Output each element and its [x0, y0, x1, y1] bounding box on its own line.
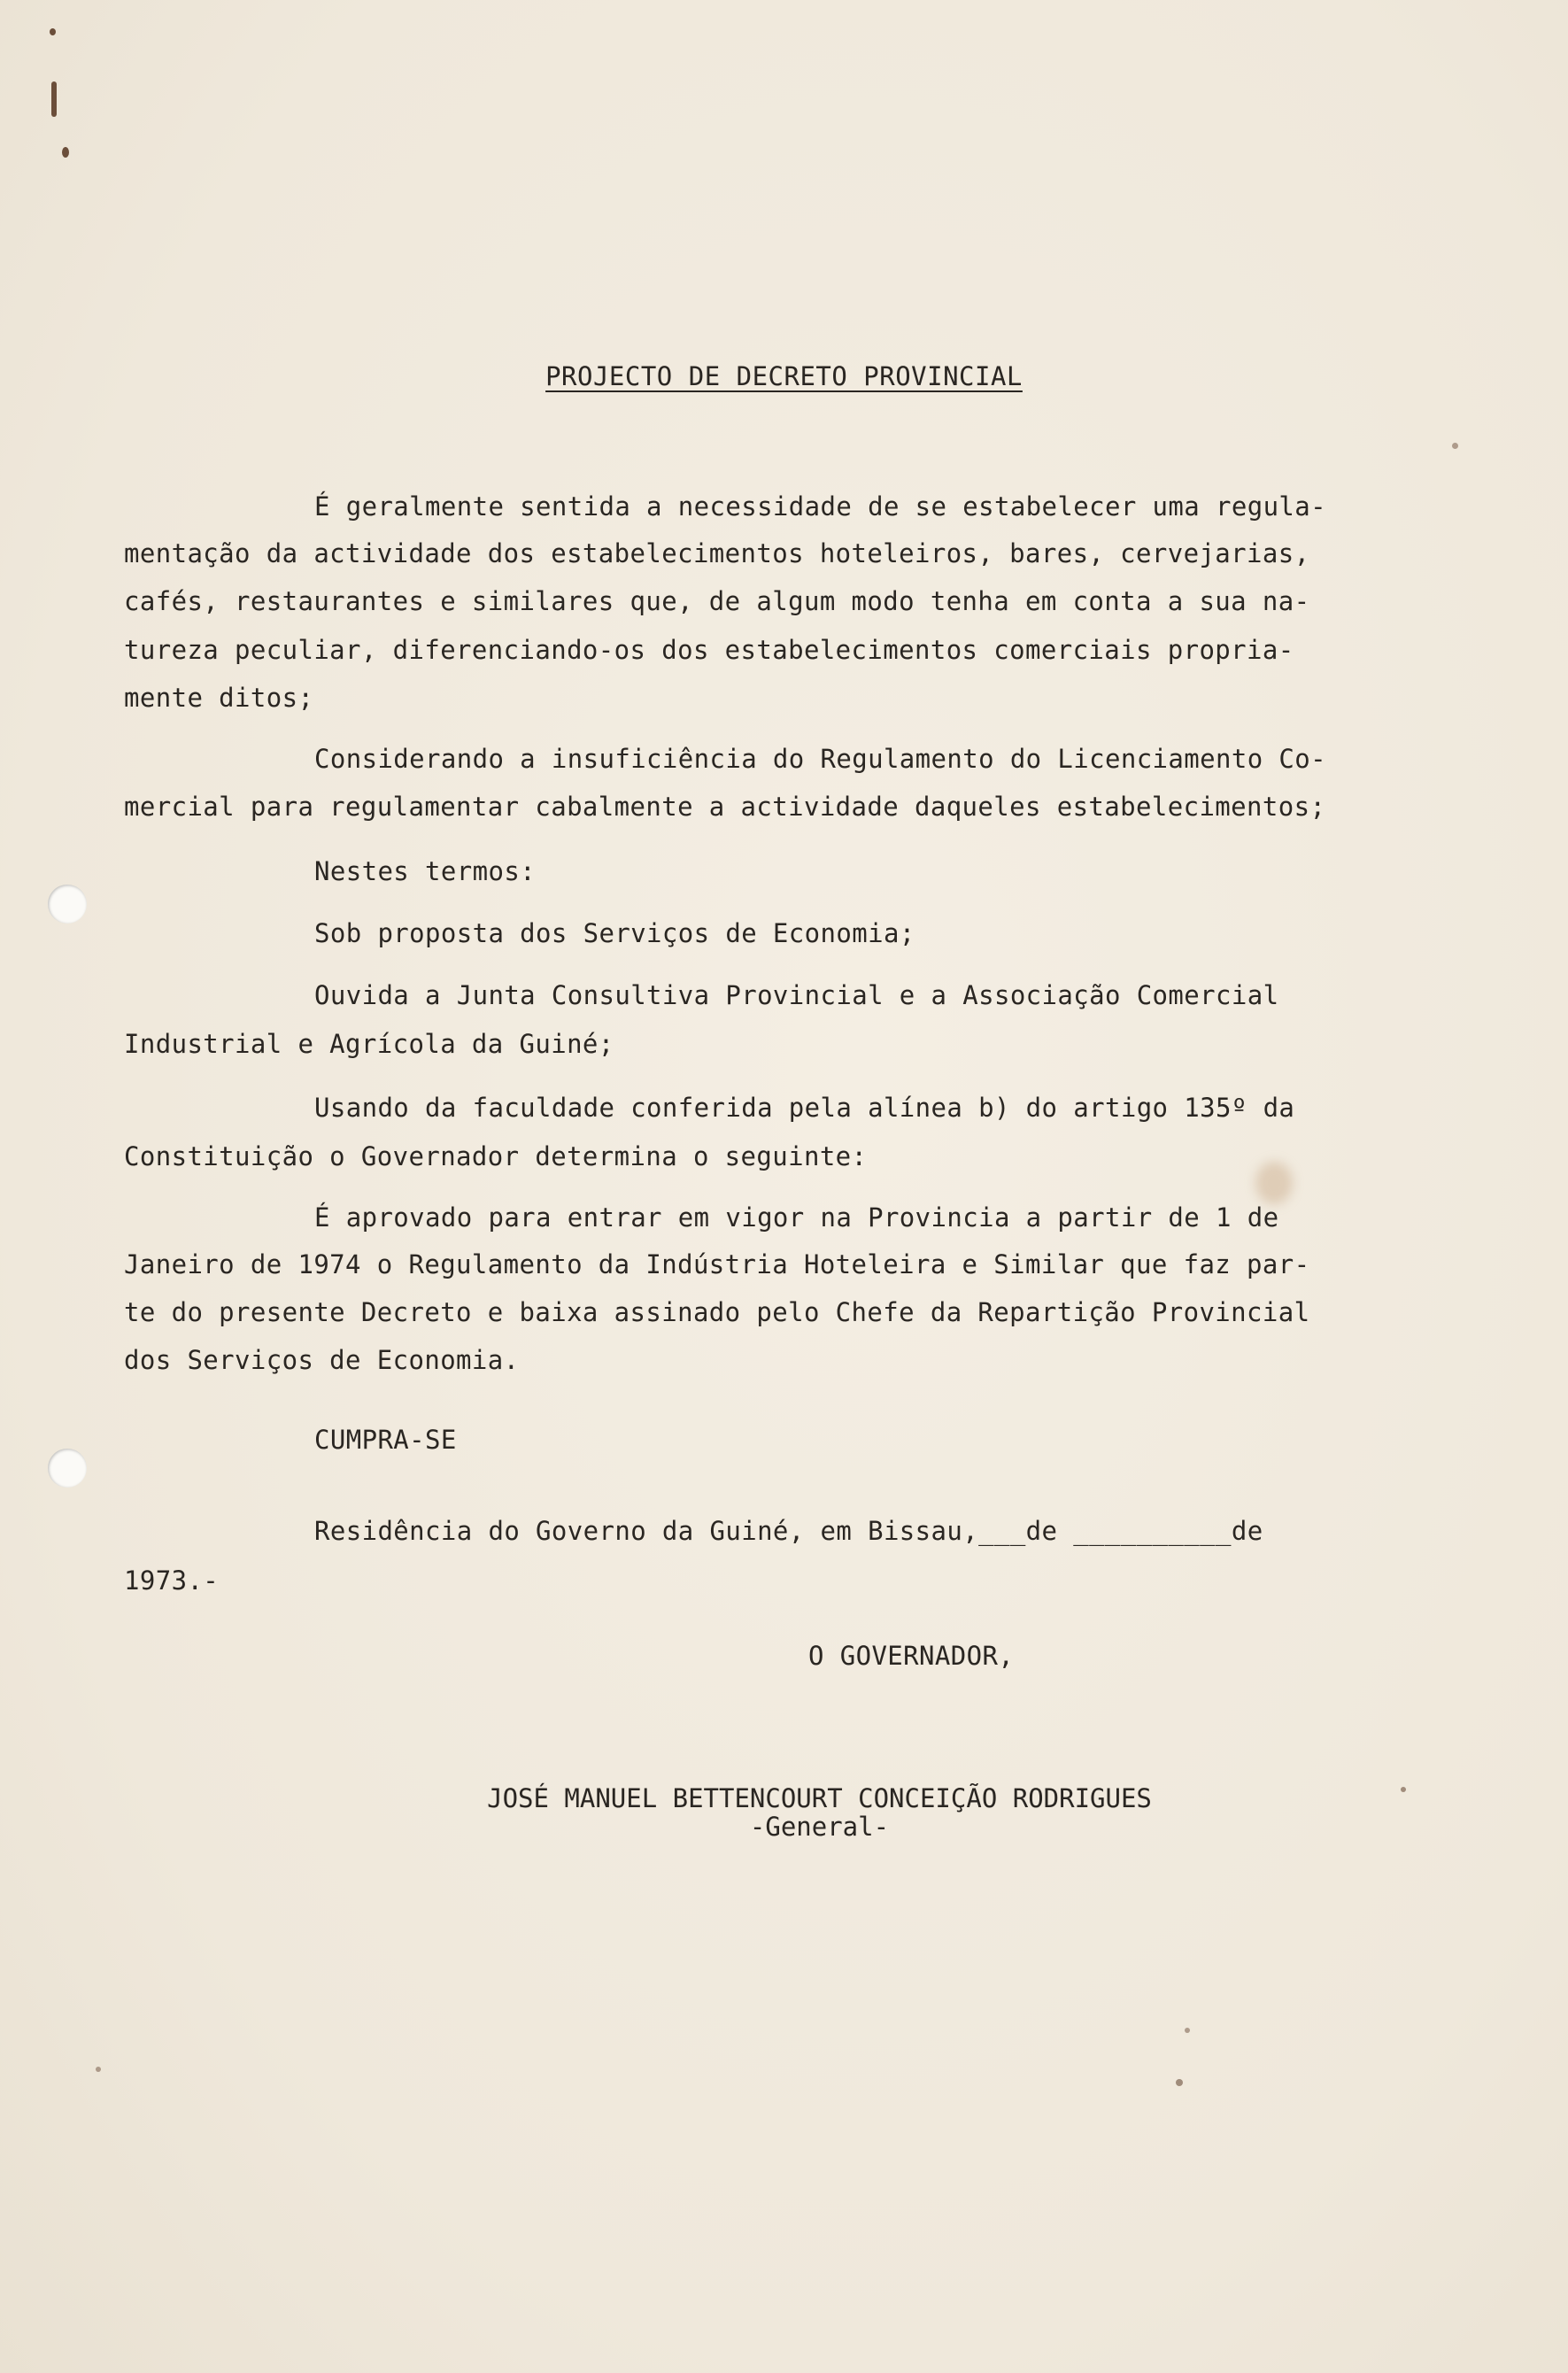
body-line: Janeiro de 1974 o Regulamento da Indústria Hoteleira e Similar que faz par- [124, 1249, 1310, 1279]
body-line: Constituição o Governador determina o seguinte: [124, 1141, 868, 1171]
paper-stain [1255, 1162, 1293, 1204]
body-line: tureza peculiar, diferenciando-os dos estabelecimentos comerciais propria- [124, 635, 1294, 665]
ink-speck [50, 28, 56, 35]
body-line: Ouvida a Junta Consultiva Provincial e a Associação Comercial [314, 980, 1279, 1010]
body-line: Considerando a insuficiência do Regulamento do Licenciamento Co- [314, 744, 1327, 774]
ink-speck [51, 81, 57, 117]
body-line: Industrial e Agrícola da Guiné; [124, 1029, 614, 1059]
document-title: PROJECTO DE DECRETO PROVINCIAL [545, 361, 1023, 391]
ink-speck [96, 2067, 101, 2072]
body-line: É geralmente sentida a necessidade de se estabelecer uma regula- [314, 491, 1327, 522]
punch-hole-bottom [48, 1449, 87, 1488]
signatory-name: JOSÉ MANUEL BETTENCOURT CONCEIÇÃO RODRIGUES [487, 1783, 1152, 1813]
body-line: Usando da faculdade conferida pela alínea b) do artigo 135º da [314, 1093, 1295, 1123]
body-line: Nestes termos: [314, 856, 537, 886]
punch-hole-top [48, 885, 87, 924]
body-line: mercial para regulamentar cabalmente a actividade daqueles estabelecimentos; [124, 792, 1326, 822]
body-line: te do presente Decreto e baixa assinado pelo Chefe da Repartição Provincial [124, 1297, 1310, 1327]
ink-speck [1176, 2079, 1183, 2086]
ink-speck [1185, 2028, 1190, 2033]
body-line: dos Serviços de Economia. [124, 1345, 520, 1375]
signatory-rank: -General- [749, 1812, 890, 1842]
signature-heading: O GOVERNADOR, [808, 1641, 1015, 1671]
body-line: Sob proposta dos Serviços de Economia; [314, 918, 915, 948]
body-line: É aprovado para entrar em vigor na Provincia a partir de 1 de [314, 1202, 1279, 1233]
body-line: mente ditos; [124, 683, 314, 713]
year-line: 1973.- [124, 1565, 220, 1596]
place-date-line: Residência do Governo da Guiné, em Bissau,___de __________de [314, 1516, 1263, 1546]
body-line: mentação da actividade dos estabelecimentos hoteleiros, bares, cervejarias, [124, 538, 1310, 568]
ink-speck [62, 147, 69, 158]
closing-formula: CUMPRA-SE [314, 1425, 457, 1455]
body-line: cafés, restaurantes e similares que, de algum modo tenha em conta a sua na- [124, 586, 1310, 616]
ink-speck [1452, 443, 1458, 449]
